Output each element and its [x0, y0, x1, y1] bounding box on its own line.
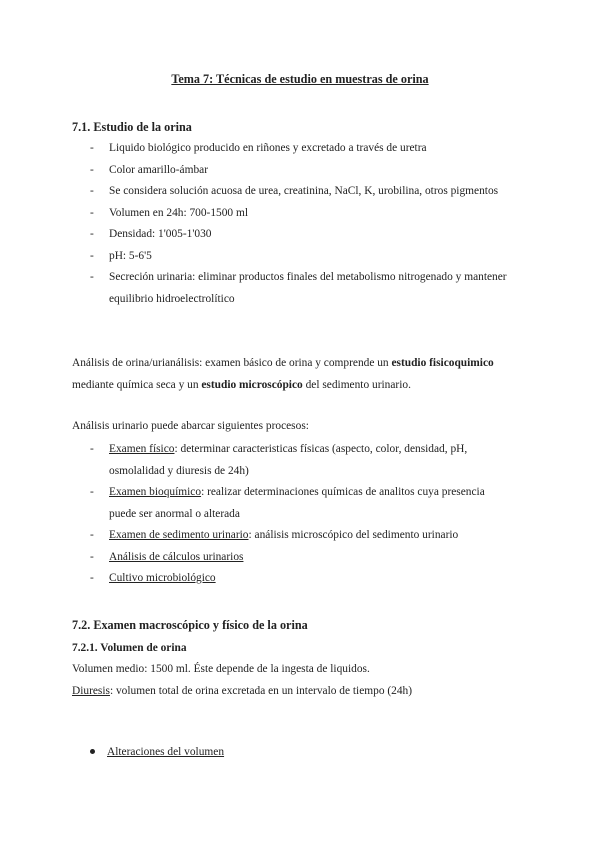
process-term: Análisis de cálculos urinarios: [109, 550, 244, 563]
page-title: Tema 7: Técnicas de estudio en muestras de orina: [171, 72, 429, 86]
list-item: - Color amarillo-ámbar: [90, 160, 530, 182]
list-item: - Secreción urinaria: eliminar productos finales del metabolismo nitrogenado y mantener equilibrio hidroelectrolítico: [90, 267, 519, 310]
para-text: del sedimento urinario.: [302, 378, 411, 391]
process-term: Examen bioquímico: [109, 486, 202, 498]
process-desc: : análisis microscópico del sedimento urinario: [248, 529, 459, 541]
list-item: - Se considera solución acuosa de urea, creatinina, NaCl, K, urobilina, otros pigmentos: [90, 181, 509, 203]
volume-line: Volumen medio: 1500 ml. Éste depende de la ingesta de liquidos.: [72, 663, 370, 675]
list-item: [90, 482, 499, 525]
process-desc: : realizar determinaciones químicas de analitos cuya presencia puede ser anormal o alterada: [109, 486, 485, 520]
urine-study-list: [90, 138, 530, 310]
list-item: - Densidad: 1'005-1'030: [90, 224, 530, 246]
subsection-heading-7-2-1: 7.2.1. Volumen de orina: [72, 642, 187, 654]
para-bold: estudio fisicoquimico: [391, 357, 494, 369]
para-bold: estudio microscópico: [201, 378, 303, 391]
list-item: [90, 547, 530, 569]
list-item: - pH: 5-6'5: [90, 246, 530, 268]
diuresis-term: Diuresis: [72, 685, 110, 697]
section-heading-7-2: 7.2. Examen macroscópico y físico de la orina: [72, 618, 308, 632]
diuresis-line: [72, 685, 412, 697]
bullet-text: Alteraciones del volumen: [107, 746, 225, 758]
bullet-item: [90, 746, 224, 758]
list-item: - Volumen en 24h: 700-1500 ml: [90, 203, 530, 225]
bullet-dot-icon: [90, 749, 95, 754]
process-term: Cultivo microbiológico: [109, 572, 216, 584]
process-desc: : determinar caracteristicas físicas (aspecto, color, densidad, pH, osmolalidad y diuresis de 24h): [109, 443, 468, 477]
section-heading-7-1: 7.1. Estudio de la orina: [72, 120, 192, 134]
para-text: Análisis de orina/urianálisis: examen básico de orina y comprende un: [72, 357, 392, 369]
process-term: Examen de sedimento urinario: [109, 529, 249, 541]
processes-list: [90, 439, 530, 590]
list-item: [90, 525, 530, 547]
urinalysis-paragraph: [72, 353, 534, 396]
process-term: Examen físico: [109, 443, 175, 455]
para-text: mediante química seca y un: [72, 378, 202, 391]
diuresis-desc: : volumen total de orina excretada en un intervalo de tiempo (24h): [109, 685, 413, 697]
list-item: - Liquido biológico producido en riñones y excretado a través de uretra: [90, 138, 530, 160]
list-item: [90, 568, 530, 590]
list-item: [90, 439, 514, 482]
processes-intro: Análisis urinario puede abarcar siguientes procesos:: [72, 420, 309, 432]
